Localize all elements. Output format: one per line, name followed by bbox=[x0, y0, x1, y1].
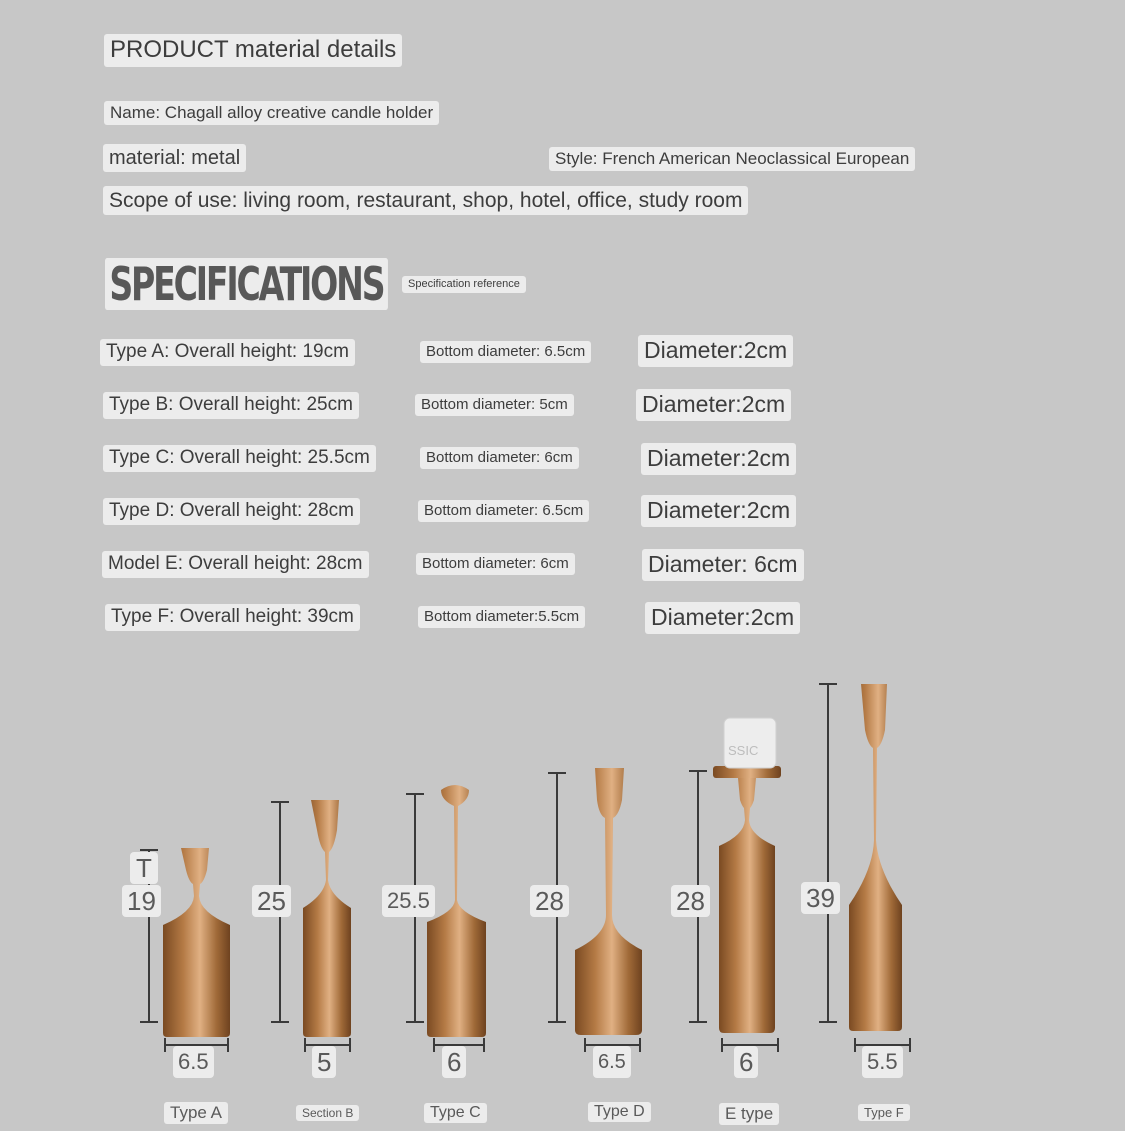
specification-reference: Specification reference bbox=[402, 276, 526, 293]
height-label-e: 28 bbox=[671, 885, 710, 917]
spec-diameter-c: Diameter:2cm bbox=[641, 443, 796, 475]
height-label-a: 19 bbox=[122, 885, 161, 917]
type-name-f: Type F bbox=[858, 1104, 910, 1121]
spec-diameter-a: Diameter:2cm bbox=[638, 335, 793, 367]
holder-d-shape bbox=[575, 768, 642, 1035]
spec-diameter-f: Diameter:2cm bbox=[645, 602, 800, 634]
spec-diameter-e: Diameter: 6cm bbox=[642, 549, 804, 581]
type-name-d: Type D bbox=[588, 1102, 651, 1122]
product-style: Style: French American Neoclassical European bbox=[549, 147, 915, 171]
bottom-label-d: 6.5 bbox=[593, 1046, 631, 1078]
spec-bottom-a: Bottom diameter: 6.5cm bbox=[420, 341, 591, 363]
holder-e-shape bbox=[713, 766, 781, 1033]
holder-b-shape bbox=[303, 800, 351, 1037]
height-label-d: 28 bbox=[530, 885, 569, 917]
spec-bottom-f: Bottom diameter:5.5cm bbox=[418, 606, 585, 628]
bottom-label-f: 5.5 bbox=[862, 1046, 903, 1078]
spec-bottom-e: Bottom diameter: 6cm bbox=[416, 553, 575, 575]
height-label-b: 25 bbox=[252, 885, 291, 917]
spec-diameter-b: Diameter:2cm bbox=[636, 389, 791, 421]
spec-diameter-d: Diameter:2cm bbox=[641, 495, 796, 527]
product-scope: Scope of use: living room, restaurant, shop, hotel, office, study room bbox=[103, 186, 748, 215]
spec-height-a: Type A: Overall height: 19cm bbox=[100, 339, 355, 366]
width-dimension-lines bbox=[165, 1038, 910, 1052]
type-name-e: E type bbox=[719, 1103, 779, 1125]
spec-bottom-c: Bottom diameter: 6cm bbox=[420, 447, 579, 469]
spec-bottom-d: Bottom diameter: 6.5cm bbox=[418, 500, 589, 522]
product-material: material: metal bbox=[103, 144, 246, 172]
holder-a-shape bbox=[163, 848, 230, 1037]
candle-text: SSIC bbox=[728, 743, 759, 758]
details-heading: PRODUCT material details bbox=[104, 34, 402, 67]
bottom-label-b: 5 bbox=[312, 1046, 336, 1078]
bottom-label-c: 6 bbox=[442, 1046, 466, 1078]
spec-height-b: Type B: Overall height: 25cm bbox=[103, 392, 359, 419]
spec-height-e: Model E: Overall height: 28cm bbox=[102, 551, 369, 578]
bottom-label-a: 6.5 bbox=[173, 1046, 214, 1078]
spec-height-f: Type F: Overall height: 39cm bbox=[105, 604, 360, 631]
spec-height-d: Type D: Overall height: 28cm bbox=[103, 498, 360, 525]
spec-height-c: Type C: Overall height: 25.5cm bbox=[103, 445, 376, 472]
height-label-f: 39 bbox=[801, 882, 840, 914]
holder-f-shape bbox=[849, 684, 902, 1031]
type-name-b: Section B bbox=[296, 1105, 359, 1121]
holder-c-shape bbox=[427, 785, 486, 1037]
type-name-a: Type A bbox=[164, 1102, 228, 1124]
spec-bottom-b: Bottom diameter: 5cm bbox=[415, 394, 574, 416]
product-name: Name: Chagall alloy creative candle holder bbox=[104, 101, 439, 125]
type-name-c: Type C bbox=[424, 1103, 487, 1123]
specifications-title: SPECIFICATIONS bbox=[105, 258, 388, 310]
bottom-label-e: 6 bbox=[734, 1046, 758, 1078]
height-label-c: 25.5 bbox=[382, 885, 435, 917]
height-marker-t: T bbox=[130, 852, 158, 884]
